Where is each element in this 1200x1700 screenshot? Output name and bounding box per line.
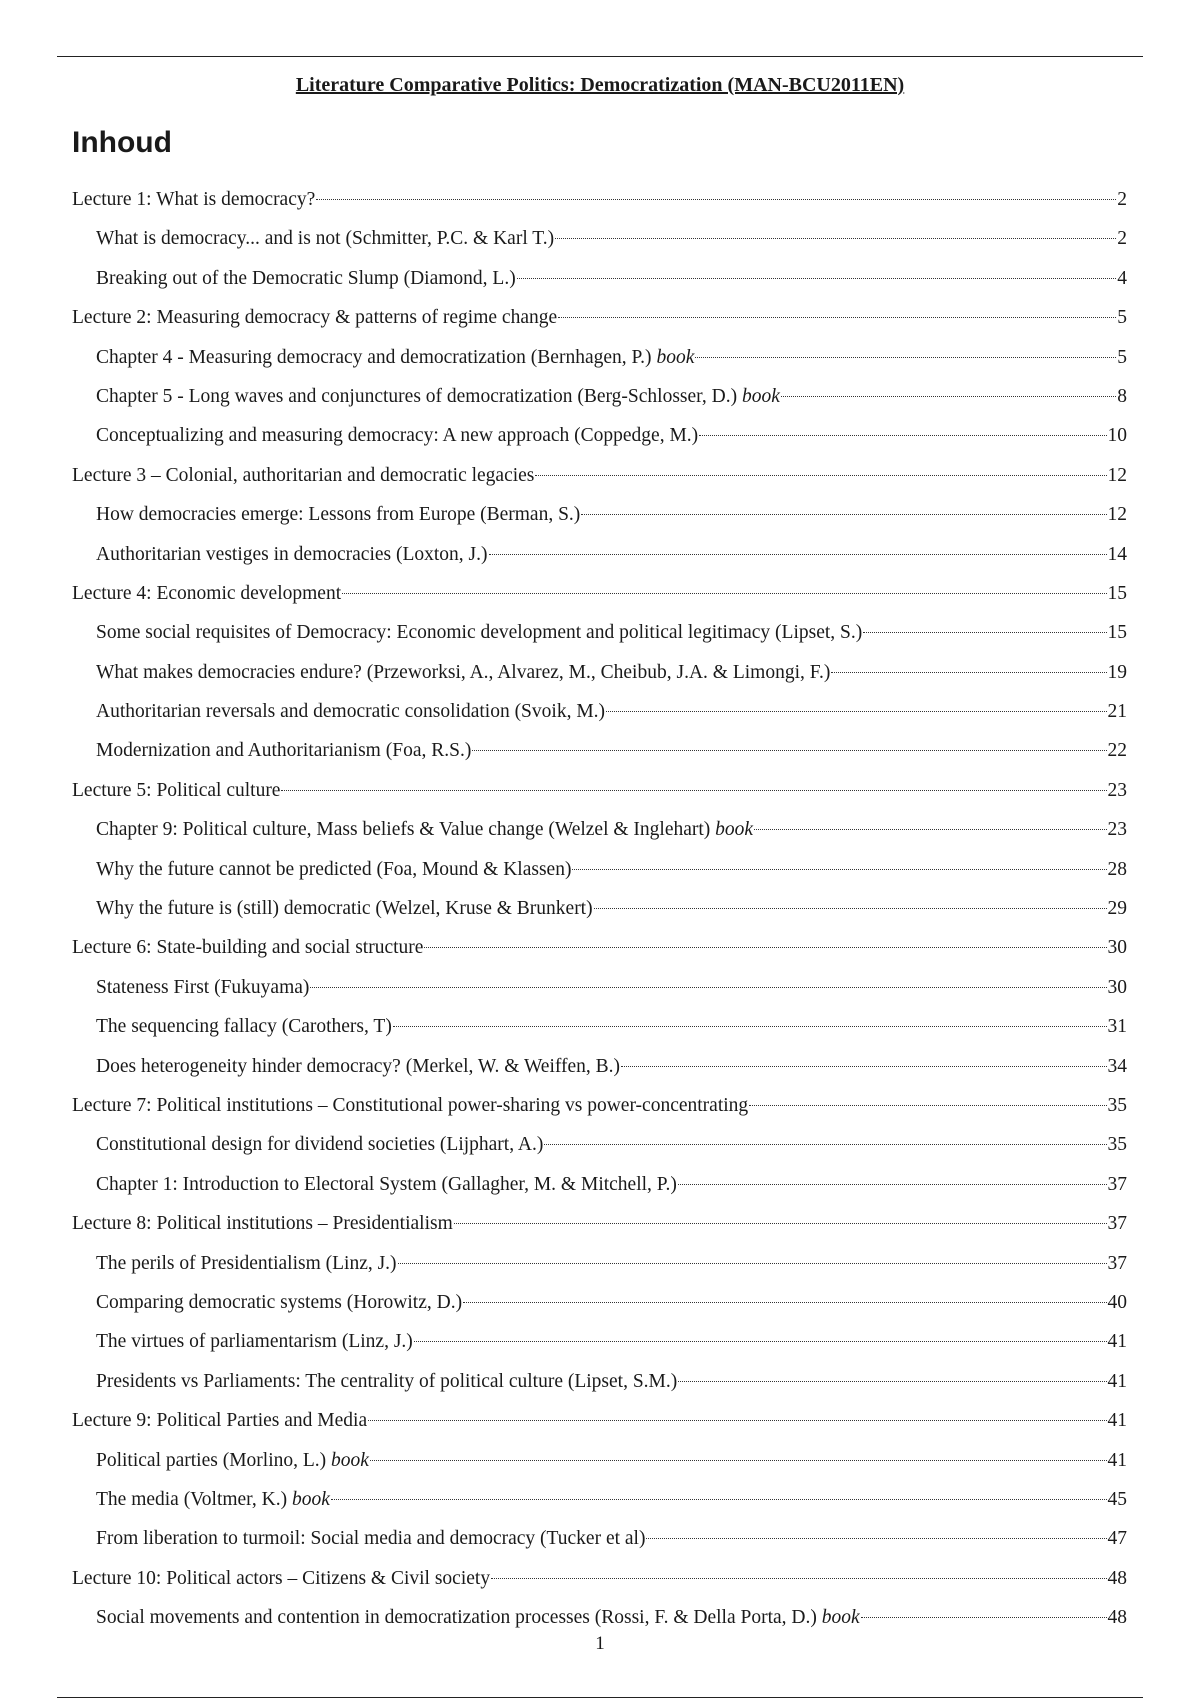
toc-entry-page: 21 [1107,701,1127,723]
toc-entry-suffix: book [291,1488,330,1510]
toc-entry-title: Why the future cannot be predicted (Foa, Mound & Klassen) [96,858,572,880]
dot-leader [517,278,1117,279]
toc-entry-title: Lecture 4: Economic development [72,582,342,604]
toc-entry-text [96,889,593,928]
toc-entry-page: 29 [1107,898,1127,920]
toc-entry-page: 40 [1107,1291,1127,1313]
table-of-contents [72,180,1127,1637]
dot-leader [370,1460,1107,1461]
toc-entry-lecture[interactable] [72,1086,1127,1125]
toc-entry-lecture[interactable] [72,1559,1127,1598]
toc-entry-text [72,574,341,613]
toc-entry-lecture[interactable] [72,1401,1127,1440]
toc-entry-title: Presidents vs Parliaments: The centrality of political culture (Lipset, S.M.) [96,1370,678,1392]
dot-leader [535,475,1106,476]
toc-entry-text [72,1559,490,1598]
toc-entry-page: 45 [1107,1488,1127,1510]
toc-entry-page: 15 [1107,622,1127,644]
toc-entry-title: The virtues of parliamentarism (Linz, J.) [96,1331,413,1353]
dot-leader [754,829,1106,830]
toc-entry-title: Lecture 7: Political institutions – Constitutional power-sharing vs power-concentrating [72,1094,749,1116]
toc-entry-title: Authoritarian reversals and democratic consolidation (Svoik, M.) [96,701,606,723]
toc-entry-title: Lecture 9: Political Parties and Media [72,1410,368,1432]
toc-entry-text [96,416,698,455]
toc-entry-title: Lecture 8: Political institutions – Presidentialism [72,1213,453,1235]
toc-entry-page: 12 [1107,464,1127,486]
document-title: Literature Comparative Politics: Democratization (MAN-BCU2011EN) [295,74,905,96]
toc-entry-text [96,1441,369,1480]
toc-entry-title: The sequencing fallacy (Carothers, T) [96,1016,392,1038]
dot-leader [368,1420,1106,1421]
dot-leader [558,317,1116,318]
toc-entry-text [96,731,471,770]
toc-entry-reading[interactable] [72,416,1127,455]
dot-leader [454,1223,1107,1224]
toc-entry-suffix: book [821,1607,860,1629]
toc-entry-reading[interactable] [72,810,1127,849]
toc-entry-page: 34 [1107,1055,1127,1077]
toc-entry-text [96,1047,620,1086]
dot-leader [331,1499,1107,1500]
toc-entry-page: 37 [1107,1213,1127,1235]
dot-leader [472,750,1106,751]
toc-entry-page: 22 [1107,740,1127,762]
toc-entry-text [96,1007,392,1046]
dot-leader [463,1302,1106,1303]
toc-entry-title: Why the future is (still) democratic (Welzel, Kruse & Brunkert) [96,898,593,920]
toc-entry-reading[interactable] [72,1598,1127,1637]
toc-entry-title: From liberation to turmoil: Social media and democracy (Tucker et al) [96,1528,646,1550]
dot-leader [749,1105,1106,1106]
toc-entry-reading[interactable] [72,377,1127,416]
toc-entry-text [96,259,516,298]
toc-entry-title: Breaking out of the Democratic Slump (Diamond, L.) [96,267,516,289]
toc-entry-page: 15 [1107,582,1127,604]
toc-entry-text [96,1322,413,1361]
toc-entry-reading[interactable] [72,968,1127,1007]
toc-entry-title: Chapter 9: Political culture, Mass beliefs & Value change (Welzel & Inglehart) [96,819,711,841]
toc-entry-text [96,1244,397,1283]
toc-entry-text [72,1086,748,1125]
toc-entry-title: How democracies emerge: Lessons from Europe (Berman, S.) [96,504,581,526]
toc-entry-reading[interactable] [72,613,1127,652]
toc-entry-text [96,338,694,377]
dot-leader [781,396,1116,397]
toc-entry-text [72,928,423,967]
page-number: 1 [595,1633,605,1654]
toc-entry-title: Chapter 1: Introduction to Electoral System (Gallagher, M. & Mitchell, P.) [96,1173,677,1195]
toc-entry-text [72,771,280,810]
toc-entry-page: 14 [1107,543,1127,565]
toc-entry-text [96,1362,677,1401]
toc-entry-page: 2 [1117,228,1127,250]
toc-entry-page: 37 [1107,1173,1127,1195]
toc-entry-page: 47 [1107,1528,1127,1550]
toc-entry-reading[interactable] [72,692,1127,731]
toc-entry-title: What makes democracies endure? (Przeworksi, A., Alvarez, M., Cheibub, J.A. & Limongi, F.) [96,661,831,683]
toc-entry-text [96,613,862,652]
toc-entry-page: 41 [1107,1410,1127,1432]
toc-heading: Inhoud [72,126,172,159]
dot-leader [695,357,1116,358]
toc-entry-title: The perils of Presidentialism (Linz, J.) [96,1252,397,1274]
dot-leader [581,514,1106,515]
toc-entry-page: 48 [1107,1567,1127,1589]
dot-leader [699,435,1106,436]
toc-entry-reading[interactable] [72,1047,1127,1086]
toc-entry-page: 19 [1107,661,1127,683]
toc-entry-title: Lecture 1: What is democracy? [72,189,316,210]
dot-leader [678,1184,1107,1185]
toc-entry-reading[interactable] [72,1480,1127,1519]
toc-entry-reading[interactable] [72,850,1127,889]
dot-leader [594,908,1107,909]
toc-entry-reading[interactable] [72,338,1127,377]
toc-entry-suffix: book [656,346,695,368]
toc-entry-text [96,377,780,416]
toc-entry-title: Stateness First (Fukuyama) [96,976,310,998]
toc-entry-reading[interactable] [72,259,1127,298]
toc-entry-title: Lecture 10: Political actors – Citizens & Civil society [72,1567,491,1589]
toc-entry-page: 4 [1117,267,1127,289]
toc-entry-page: 41 [1107,1331,1127,1353]
toc-entry-text [96,850,571,889]
toc-entry-reading[interactable] [72,1125,1127,1164]
toc-entry-title: Lecture 6: State-building and social structure [72,937,424,959]
toc-entry-page: 2 [1117,189,1127,210]
dot-leader [646,1538,1106,1539]
toc-entry-title: Authoritarian vestiges in democracies (Loxton, J.) [96,543,488,565]
toc-entry-lecture[interactable] [72,574,1127,613]
toc-entry-page: 31 [1107,1016,1127,1038]
toc-entry-page: 41 [1107,1449,1127,1471]
toc-entry-title: What is democracy... and is not (Schmitter, P.C. & Karl T.) [96,228,555,250]
dot-leader [342,593,1106,594]
toc-entry-title: Some social requisites of Democracy: Economic development and political legitimacy (Lipset, S.) [96,622,863,644]
toc-entry-text [96,1598,860,1637]
toc-entry-reading[interactable] [72,1007,1127,1046]
toc-entry-title: Social movements and contention in democratization processes (Rossi, F. & Della Porta, D.) [96,1607,817,1629]
dot-leader [863,632,1106,633]
toc-entry-reading[interactable] [72,1165,1127,1204]
toc-entry-page: 23 [1107,819,1127,841]
toc-entry-page: 23 [1107,779,1127,801]
toc-entry-page: 48 [1107,1607,1127,1629]
toc-entry-suffix: book [741,385,780,407]
dot-leader [621,1066,1106,1067]
toc-entry-page: 28 [1107,858,1127,880]
toc-entry-title: The media (Voltmer, K.) [96,1488,288,1510]
toc-entry-reading[interactable] [72,1283,1127,1322]
toc-entry-page: 5 [1117,307,1127,329]
toc-entry-reading[interactable] [72,731,1127,770]
dot-leader [491,1578,1106,1579]
toc-entry-suffix: book [715,819,754,841]
toc-entry-text [72,298,557,337]
dot-leader [678,1381,1106,1382]
dot-leader [831,672,1106,673]
toc-entry-page: 30 [1107,976,1127,998]
dot-leader [544,1144,1106,1145]
toc-entry-suffix: book [331,1449,369,1471]
toc-entry-reading[interactable] [72,1322,1127,1361]
dot-leader [861,1617,1107,1618]
toc-entry-page: 30 [1107,937,1127,959]
toc-entry-title: Lecture 3 – Colonial, authoritarian and democratic legacies [72,464,535,486]
footer-rule [57,1697,1143,1698]
toc-entry-text [72,1204,453,1243]
dot-leader [310,987,1106,988]
toc-entry-page: 37 [1107,1252,1127,1274]
toc-entry-text [96,1283,462,1322]
toc-entry-reading[interactable] [72,495,1127,534]
toc-entry-page: 8 [1117,385,1127,407]
toc-entry-title: Political parties (Morlino, L.) [96,1449,327,1471]
dot-leader [489,554,1107,555]
dot-leader [393,1026,1107,1027]
dot-leader [316,199,1116,200]
toc-entry-text [96,535,488,574]
toc-entry-title: Modernization and Authoritarianism (Foa, R.S.) [96,740,472,762]
dot-leader [398,1263,1107,1264]
dot-leader [414,1341,1107,1342]
toc-entry-text [96,495,580,534]
toc-entry-page: 41 [1107,1370,1127,1392]
toc-entry-text [96,1125,543,1164]
toc-entry-lecture[interactable] [72,928,1127,967]
toc-entry-text [96,810,753,849]
header-rule [57,56,1143,57]
toc-entry-text [96,1519,645,1558]
dot-leader [555,238,1116,239]
toc-entry-title: Comparing democratic systems (Horowitz, D.) [96,1291,463,1313]
toc-entry-title: Does heterogeneity hinder democracy? (Merkel, W. & Weiffen, B.) [96,1055,621,1077]
toc-entry-reading[interactable] [72,1362,1127,1401]
dot-leader [424,947,1106,948]
toc-entry-reading[interactable] [72,653,1127,692]
toc-entry-reading[interactable] [72,889,1127,928]
toc-entry-text [96,968,309,1007]
toc-entry-lecture[interactable] [72,1204,1127,1243]
toc-entry-reading[interactable] [72,1244,1127,1283]
toc-entry-lecture[interactable] [72,456,1127,495]
toc-entry-text [72,180,315,219]
toc-entry-lecture[interactable] [72,771,1127,810]
toc-entry-title: Constitutional design for dividend societies (Lijphart, A.) [96,1134,544,1156]
dot-leader [281,790,1106,791]
toc-entry-reading[interactable] [72,219,1127,258]
dot-leader [606,711,1106,712]
toc-entry-text [96,653,830,692]
toc-entry-text [96,1480,330,1519]
toc-entry-text [96,692,605,731]
toc-entry-reading[interactable] [72,535,1127,574]
dot-leader [572,869,1106,870]
toc-entry-text [72,456,534,495]
toc-entry-lecture[interactable] [72,298,1127,337]
toc-entry-text [72,1401,367,1440]
toc-entry-reading[interactable] [72,1519,1127,1558]
toc-entry-reading[interactable] [72,1441,1127,1480]
toc-entry-text [96,1165,677,1204]
toc-entry-page: 12 [1107,504,1127,526]
toc-entry-title: Conceptualizing and measuring democracy: A new approach (Coppedge, M.) [96,425,699,447]
toc-entry-page: 10 [1107,425,1127,447]
toc-entry-page: 5 [1117,346,1127,368]
toc-entry-page: 35 [1107,1094,1127,1116]
toc-entry-title: Lecture 5: Political culture [72,779,281,801]
toc-entry-text [96,219,554,258]
toc-entry-title: Lecture 2: Measuring democracy & patterns of regime change [72,307,558,329]
toc-entry-lecture[interactable] [72,180,1127,219]
toc-entry-title: Chapter 5 - Long waves and conjunctures of democratization (Berg-Schlosser, D.) [96,385,738,407]
toc-entry-page: 35 [1107,1134,1127,1156]
toc-entry-title: Chapter 4 - Measuring democracy and democratization (Bernhagen, P.) [96,346,652,368]
